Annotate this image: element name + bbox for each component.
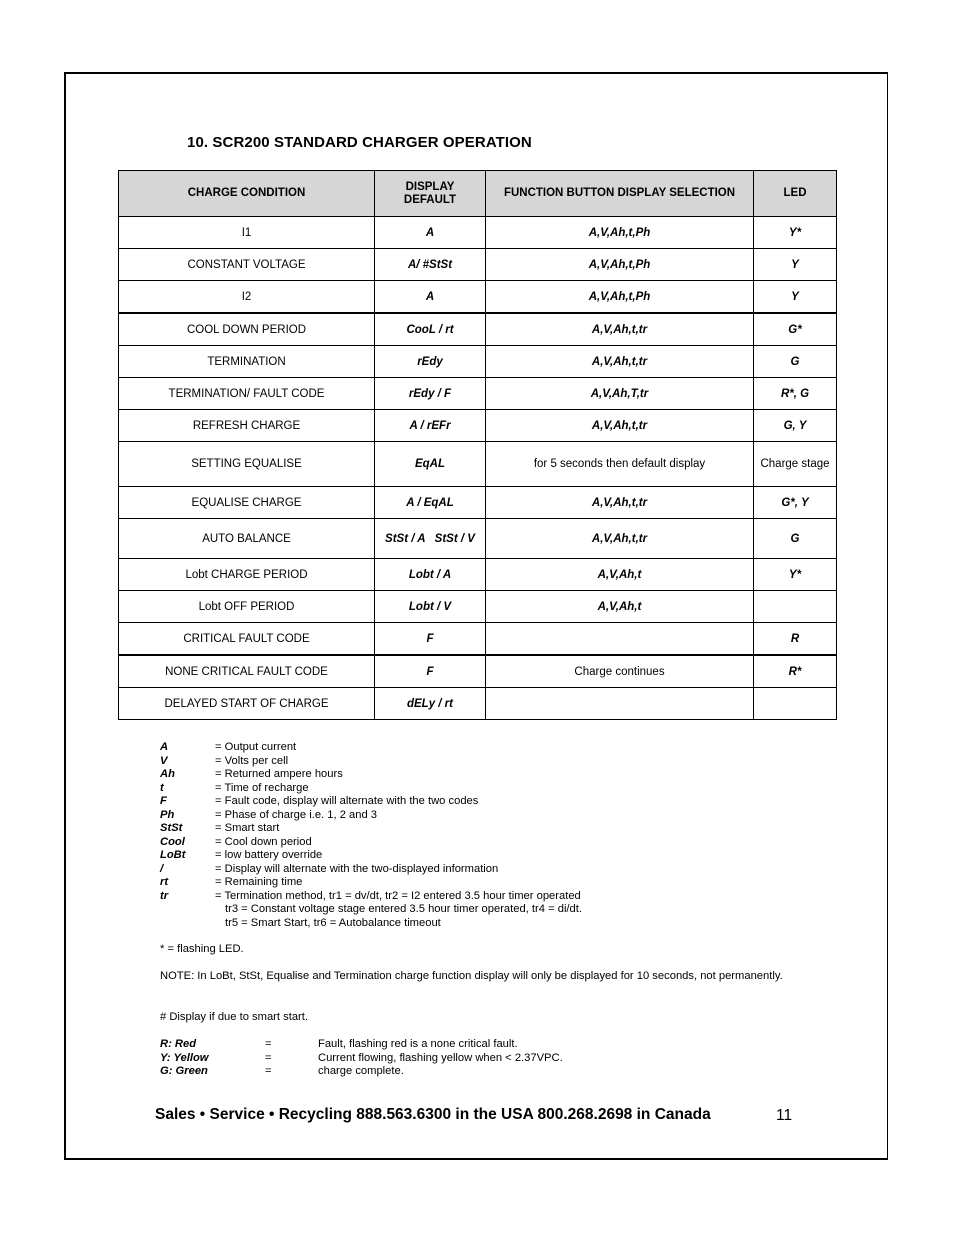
cell-charge-condition: REFRESH CHARGE bbox=[119, 410, 375, 442]
cell-led: R*, G bbox=[754, 378, 837, 410]
legend-item bbox=[160, 755, 582, 769]
cell-display-default: EqAL bbox=[375, 442, 486, 487]
legend-item bbox=[160, 795, 582, 809]
cell-charge-condition: CRITICAL FAULT CODE bbox=[119, 623, 375, 656]
flash-note: * = flashing LED. bbox=[160, 943, 244, 955]
cell-led bbox=[754, 591, 837, 623]
table-row bbox=[119, 688, 837, 720]
cell-function-selection bbox=[486, 623, 754, 656]
cell-led: G bbox=[754, 519, 837, 559]
cell-charge-condition: I1 bbox=[119, 217, 375, 249]
legend-definition: = Smart start bbox=[215, 822, 280, 834]
table-row bbox=[119, 346, 837, 378]
legend-term: tr bbox=[160, 889, 169, 902]
legend-term: rt bbox=[160, 876, 169, 888]
cell-function-selection: A,V,Ah,t bbox=[486, 591, 754, 623]
cell-display-default: CooL / rt bbox=[375, 313, 486, 346]
table-row bbox=[119, 249, 837, 281]
legend-term: V bbox=[160, 754, 168, 767]
cell-led: G, Y bbox=[754, 410, 837, 442]
table-row bbox=[119, 623, 837, 656]
led-color-term: G: Green bbox=[160, 1065, 208, 1077]
cell-function-selection: Charge continues bbox=[486, 655, 754, 688]
cell-display-default: StSt / A StSt / V bbox=[375, 519, 486, 559]
cell-display-default: A / EqAL bbox=[375, 487, 486, 519]
legend-term: / bbox=[160, 862, 164, 875]
legend-term: LoBt bbox=[160, 849, 186, 861]
cell-charge-condition: COOL DOWN PERIOD bbox=[119, 313, 375, 346]
cell-display-default: rEdy bbox=[375, 346, 486, 378]
legend-item bbox=[160, 822, 582, 836]
table-row bbox=[119, 487, 837, 519]
cell-function-selection: A,V,Ah,t,tr bbox=[486, 410, 754, 442]
cell-charge-condition: NONE CRITICAL FAULT CODE bbox=[119, 655, 375, 688]
section-title: 10. SCR200 STANDARD CHARGER OPERATION bbox=[187, 134, 532, 151]
header-display-default: DISPLAY DEFAULT bbox=[375, 171, 486, 217]
cell-function-selection: A,V,Ah,t,Ph bbox=[486, 281, 754, 314]
cell-display-default: A bbox=[375, 281, 486, 314]
cell-charge-condition: SETTING EQUALISE bbox=[119, 442, 375, 487]
led-color-term: Y: Yellow bbox=[160, 1051, 209, 1064]
cell-led bbox=[754, 688, 837, 720]
legend-term: Ph bbox=[160, 808, 175, 821]
cell-display-default: A bbox=[375, 217, 486, 249]
header-function-button: FUNCTION BUTTON DISPLAY SELECTION bbox=[486, 171, 754, 217]
header-led: LED bbox=[754, 171, 837, 217]
cell-charge-condition: I2 bbox=[119, 281, 375, 314]
cell-display-default: A / rEFr bbox=[375, 410, 486, 442]
cell-charge-condition: EQUALISE CHARGE bbox=[119, 487, 375, 519]
cell-function-selection: A,V,Ah,t bbox=[486, 559, 754, 591]
legend-item bbox=[160, 876, 582, 890]
legend-definition: = low battery override bbox=[215, 849, 323, 861]
legend-definition: = Fault code, display will alternate with the two codes bbox=[215, 795, 479, 807]
cell-function-selection bbox=[486, 688, 754, 720]
cell-display-default: F bbox=[375, 655, 486, 688]
cell-led: G* bbox=[754, 313, 837, 346]
legend-definition: = Remaining time bbox=[215, 876, 303, 888]
cell-charge-condition: CONSTANT VOLTAGE bbox=[119, 249, 375, 281]
cell-display-default: Lobt / V bbox=[375, 591, 486, 623]
cell-led: Y bbox=[754, 249, 837, 281]
led-color-item bbox=[160, 1052, 563, 1066]
legend-definition: = Time of recharge bbox=[215, 781, 309, 794]
cell-display-default: Lobt / A bbox=[375, 559, 486, 591]
cell-charge-condition: Lobt OFF PERIOD bbox=[119, 591, 375, 623]
cell-function-selection: A,V,Ah,t,tr bbox=[486, 519, 754, 559]
cell-display-default: F bbox=[375, 623, 486, 656]
led-color-definition: Fault, flashing red is a none critical fault. bbox=[318, 1038, 518, 1050]
legend-definition: = Phase of charge i.e. 1, 2 and 3 bbox=[215, 808, 378, 821]
table-header-row bbox=[119, 171, 837, 217]
footer-contact: Sales • Service • Recycling 888.563.6300 in the USA 800.268.2698 in Canada bbox=[155, 1106, 711, 1123]
legend-definition: = Volts per cell bbox=[215, 754, 289, 767]
cell-led: Charge stage bbox=[754, 442, 837, 487]
cell-led: R bbox=[754, 623, 837, 656]
legend-term: F bbox=[160, 795, 167, 807]
table-row bbox=[119, 410, 837, 442]
legend-term: A bbox=[160, 741, 169, 753]
legend-term: StSt bbox=[160, 822, 183, 834]
legend-definition: = Returned ampere hours bbox=[215, 768, 343, 780]
legend-definition: = Display will alternate with the two-displayed information bbox=[215, 862, 499, 875]
led-color-equals: = bbox=[265, 1038, 272, 1050]
legend-item bbox=[160, 836, 582, 850]
cell-function-selection: A,V,Ah,t,tr bbox=[486, 487, 754, 519]
legend-item bbox=[160, 741, 582, 755]
cell-charge-condition: TERMINATION/ FAULT CODE bbox=[119, 378, 375, 410]
cell-led: R* bbox=[754, 655, 837, 688]
header-charge-condition: CHARGE CONDITION bbox=[119, 171, 375, 217]
legend-item bbox=[160, 809, 582, 823]
legend-term: Cool bbox=[160, 835, 185, 848]
table-row bbox=[119, 519, 837, 559]
led-color-item bbox=[160, 1065, 563, 1079]
legend-term: t bbox=[160, 781, 164, 794]
cell-charge-condition: DELAYED START OF CHARGE bbox=[119, 688, 375, 720]
abbreviation-legend bbox=[160, 741, 582, 930]
legend-item bbox=[160, 782, 582, 796]
charger-operation-table bbox=[118, 170, 837, 720]
table-row bbox=[119, 559, 837, 591]
legend-definition: = Cool down period bbox=[215, 835, 312, 848]
cell-function-selection: A,V,Ah,t,Ph bbox=[486, 249, 754, 281]
cell-function-selection: for 5 seconds then default display bbox=[486, 442, 754, 487]
led-color-equals: = bbox=[265, 1051, 272, 1064]
display-note: NOTE: In LoBt, StSt, Equalise and Termination charge function display will only be displayed for 10 seconds, not permanently. bbox=[160, 970, 783, 982]
legend-definition: = Termination method, tr1 = dv/dt, tr2 = I2 entered 3.5 hour timer operated bbox=[215, 889, 581, 902]
cell-led: Y bbox=[754, 281, 837, 314]
led-color-item bbox=[160, 1038, 563, 1052]
legend-continuation-1: tr3 = Constant voltage stage entered 3.5 hour timer operated, tr4 = di/dt. bbox=[225, 903, 582, 915]
cell-display-default: dELy / rt bbox=[375, 688, 486, 720]
cell-charge-condition: Lobt CHARGE PERIOD bbox=[119, 559, 375, 591]
cell-display-default: rEdy / F bbox=[375, 378, 486, 410]
cell-charge-condition: TERMINATION bbox=[119, 346, 375, 378]
legend-definition: = Output current bbox=[215, 741, 297, 753]
legend-continuation-2: tr5 = Smart Start, tr6 = Autobalance timeout bbox=[225, 916, 441, 929]
cell-function-selection: A,V,Ah,t,tr bbox=[486, 313, 754, 346]
table-row bbox=[119, 313, 837, 346]
table-row bbox=[119, 281, 837, 314]
cell-function-selection: A,V,Ah,T,tr bbox=[486, 378, 754, 410]
cell-led: G*, Y bbox=[754, 487, 837, 519]
cell-function-selection: A,V,Ah,t,Ph bbox=[486, 217, 754, 249]
led-color-equals: = bbox=[265, 1065, 272, 1077]
led-color-term: R: Red bbox=[160, 1038, 197, 1050]
table-row bbox=[119, 442, 837, 487]
legend-term: Ah bbox=[160, 768, 175, 780]
legend-item bbox=[160, 890, 582, 904]
led-color-definition: charge complete. bbox=[318, 1065, 404, 1077]
cell-led: Y* bbox=[754, 217, 837, 249]
legend-item bbox=[160, 863, 582, 877]
table-row bbox=[119, 217, 837, 249]
led-color-legend bbox=[160, 1038, 563, 1079]
cell-charge-condition: AUTO BALANCE bbox=[119, 519, 375, 559]
legend-item bbox=[160, 768, 582, 782]
hash-note: # Display if due to smart start. bbox=[160, 1011, 308, 1023]
cell-function-selection: A,V,Ah,t,tr bbox=[486, 346, 754, 378]
cell-led: G bbox=[754, 346, 837, 378]
cell-display-default: A/ #StSt bbox=[375, 249, 486, 281]
cell-led: Y* bbox=[754, 559, 837, 591]
table-row bbox=[119, 591, 837, 623]
led-color-definition: Current flowing, flashing yellow when < 2.37VPC. bbox=[318, 1051, 563, 1064]
table-row bbox=[119, 378, 837, 410]
table-row bbox=[119, 655, 837, 688]
legend-item bbox=[160, 849, 582, 863]
page-number: 11 bbox=[776, 1107, 793, 1124]
